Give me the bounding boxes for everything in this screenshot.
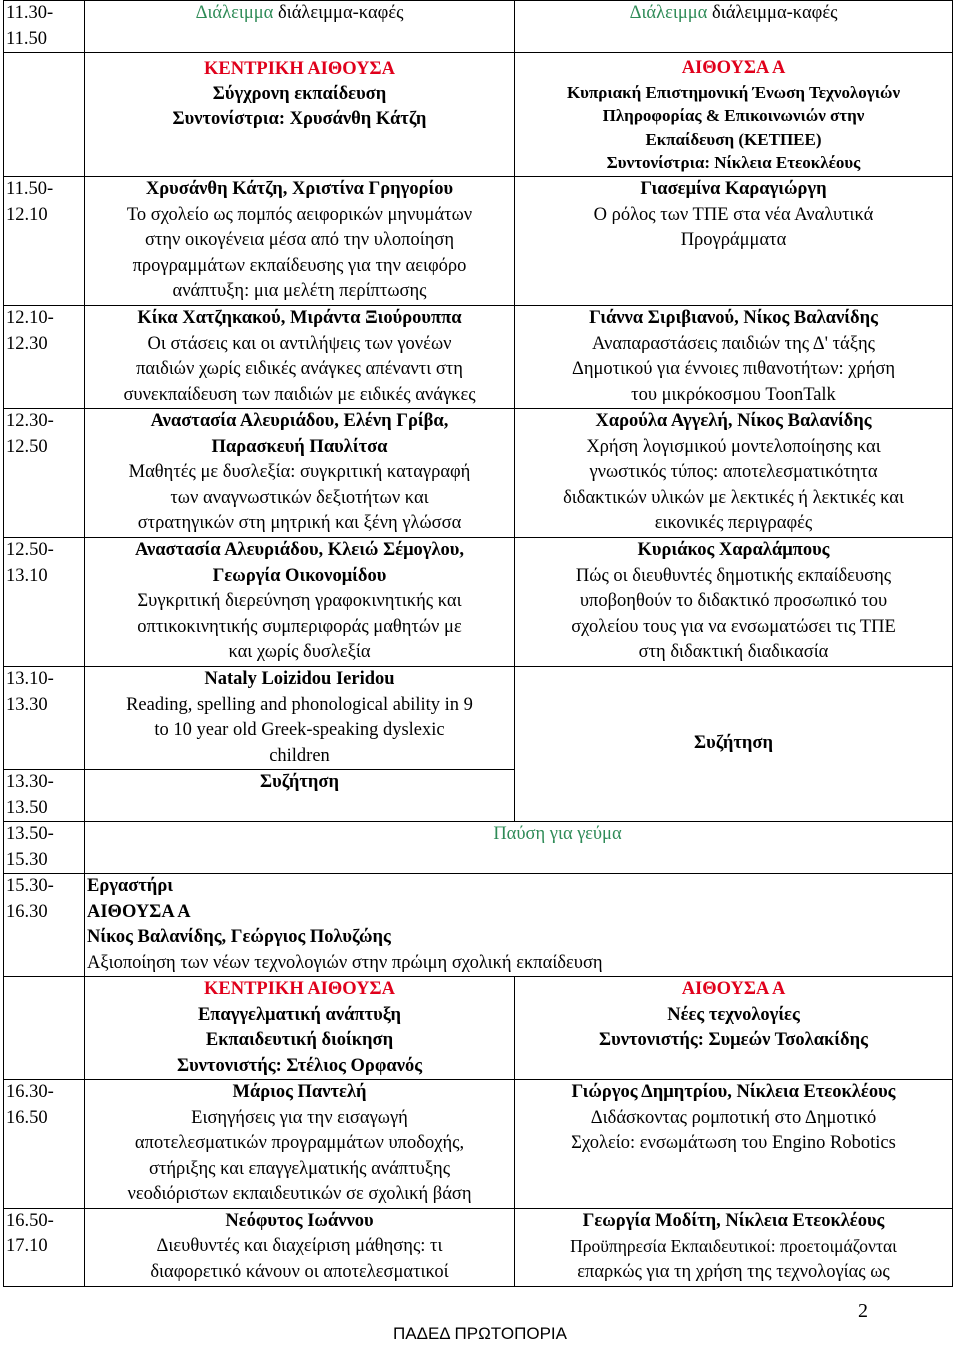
talk-cell: Χαρούλα Αγγελή, Νίκος Βαλανίδης Χρήση λογισμικού μοντελοποίησης και γνωστικός τύπος: αποτελεσματικότητα διδακτικών υλικών με λεκτικές ή λεκτικές και εικονικές περιγραφές <box>515 409 953 538</box>
talk-cell: Νεόφυτος Ιωάννου Διευθυντές και διαχείριση μάθησης: τι διαφορετικό κάνουν οι αποτελεσματικοί <box>85 1208 515 1286</box>
table-row <box>4 177 953 306</box>
session-header: ΑΙΘΟΥΣΑ Α Κυπριακή Επιστημονική Ένωση Τεχνολογιών Πληροφορίας & Επικοινωνιών στην Εκπαίδευση (ΚΕΤΠΕΕ) Συντονίστρια: Νίκλεια Ετεοκλέους <box>515 53 953 177</box>
authors: Μάριος Παντελή <box>232 1082 367 1102</box>
room-name: ΑΙΘΟΥΣΑ Α <box>87 901 191 922</box>
table-row <box>4 1 953 53</box>
time-cell: 11.30- 11.50 <box>4 1 85 53</box>
authors: Χρυσάνθη Κάτζη, Χριστίνα Γρηγορίου <box>145 179 454 199</box>
break-label: Διάλειμμα <box>629 3 708 23</box>
lunch-cell <box>85 822 953 874</box>
table-row <box>4 822 953 874</box>
workshop-title: Εργαστήρι <box>87 876 173 896</box>
time-cell: 16.50- 17.10 <box>4 1208 85 1286</box>
table-row <box>4 667 953 770</box>
room-name: ΑΙΘΟΥΣΑ Α <box>681 979 786 999</box>
time-cell: 12.10- 12.30 <box>4 306 85 409</box>
talk-cell: Γιώργος Δημητρίου, Νίκλεια Ετεοκλέους Διδάσκοντας ρομποτική στο Δημοτικό Σχολείο: ενσωμάτωση του Engino Robotics <box>515 1080 953 1209</box>
room-name: ΚΕΝΤΡΙΚΗ ΑΙΘΟΥΣΑ <box>204 59 395 79</box>
page-footer: ΠΑΔΕΔ ΠΡΩΤΟΠΟΡΙΑ <box>393 1324 567 1343</box>
table-row <box>4 874 953 977</box>
page-number: 2 <box>858 1300 868 1322</box>
session-header: ΚΕΝΤΡΙΚΗ ΑΙΘΟΥΣΑ Σύγχρονη εκπαίδευση Συντονίστρια: Χρυσάνθη Κάτζη <box>85 53 515 177</box>
table-row <box>4 53 953 177</box>
authors: Κυριάκος Χαραλάμπους <box>637 540 830 560</box>
time-cell: 13.50- 15.30 <box>4 822 85 874</box>
time-cell: 16.30- 16.50 <box>4 1080 85 1209</box>
authors: Αναστασία Αλευριάδου, Ελένη Γρίβα, <box>150 411 449 431</box>
time-cell: 13.10- 13.30 <box>4 667 85 770</box>
time-cell: 13.30- 13.50 <box>4 770 85 822</box>
discussion-cell: Συζήτηση <box>85 770 515 822</box>
talk-cell: Αναστασία Αλευριάδου, Ελένη Γρίβα, Παρασκευή Παυλίτσα Μαθητές με δυσλεξία: συγκριτική καταγραφή των αναγνωστικών δεξιοτήτων και στρατηγικών στη μητρική και ξένη γλώσσα <box>85 409 515 538</box>
authors: Νεόφυτος Ιωάννου <box>225 1210 374 1231</box>
talk-cell: Αναστασία Αλευριάδου, Κλειώ Σέμογλου, Γεωργία Οικονομίδου Συγκριτική διερεύνηση γραφοκινητικής και οπτικοκινητικής συμπεριφοράς μαθητών με και χωρίς δυσλεξία <box>85 538 515 667</box>
talk-cell: Γιάννα Σιριβιανού, Νίκος Βαλανίδης Αναπαραστάσεις παιδιών της Δ' τάξης Δημοτικού για έννοιες πιθανοτήτων: χρήση του μικρόκοσμου ToonTalk <box>515 306 953 409</box>
authors: Αναστασία Αλευριάδου, Κλειώ Σέμογλου, <box>134 540 465 560</box>
authors: Χαρούλα Αγγελή, Νίκος Βαλανίδης <box>595 411 872 431</box>
authors: Γιάννα Σιριβιανού, Νίκος Βαλανίδης <box>589 308 878 328</box>
talk-cell: Κίκα Χατζηκακού, Μιράντα Ξιούρουππα Οι στάσεις και οι αντιλήψεις των γονέων παιδιών χωρίς ειδικές ανάγκες απέναντι στη συνεκπαίδευση των παιδιών με ειδικές ανάγκες <box>85 306 515 409</box>
discussion-cell: Συζήτηση <box>515 667 953 822</box>
talk-cell: Γεωργία Μοδίτη, Νίκλεια Ετεοκλέους Προϋπηρεσία Εκπαιδευτικοί: προετοιμάζονται επαρκώς για τη χρήση της τεχνολογίας ως <box>515 1208 953 1286</box>
talk-cell: Γιασεμίνα Καραγιώργη Ο ρόλος των ΤΠΕ στα νέα Αναλυτικά Προγράμματα <box>515 177 953 306</box>
authors: Κίκα Χατζηκακού, Μιράντα Ξιούρουππα <box>137 308 462 328</box>
time-cell: 12.50- 13.10 <box>4 538 85 667</box>
room-name: ΚΕΝΤΡΙΚΗ ΑΙΘΟΥΣΑ <box>204 979 395 999</box>
table-row <box>4 409 953 538</box>
break-cell: Διάλειμμα διάλειμμα-καφές <box>515 1 953 53</box>
authors: Nataly Loizidou Ieridou <box>204 669 395 689</box>
table-row <box>4 538 953 667</box>
table-row <box>4 1208 953 1286</box>
workshop-cell: Εργαστήρι ΑΙΘΟΥΣΑ Α Νίκος Βαλανίδης, Γεώργιος Πολυζώης Αξιοποίηση των νέων τεχνολογιών στην πρώιμη σχολική εκπαίδευση <box>85 874 953 977</box>
time-cell: 11.50- 12.10 <box>4 177 85 306</box>
authors: Γιασεμίνα Καραγιώργη <box>640 179 827 199</box>
time-cell: 12.30- 12.50 <box>4 409 85 538</box>
authors: Γιώργος Δημητρίου, Νίκλεια Ετεοκλέους <box>571 1082 896 1102</box>
session-header: ΚΕΝΤΡΙΚΗ ΑΙΘΟΥΣΑ Επαγγελματική ανάπτυξη Εκπαιδευτική διοίκηση Συντονιστής: Στέλιος Ορφανός <box>85 977 515 1080</box>
authors: Νίκος Βαλανίδης, Γεώργιος Πολυζώης <box>87 927 391 947</box>
schedule-table <box>3 0 953 1287</box>
room-name: ΑΙΘΟΥΣΑ Α <box>681 58 786 78</box>
time-cell: 15.30- 16.30 <box>4 874 85 977</box>
authors: Γεωργία Μοδίτη, Νίκλεια Ετεοκλέους <box>582 1210 885 1231</box>
talk-cell: Χρυσάνθη Κάτζη, Χριστίνα Γρηγορίου Το σχολείο ως πομπός αειφορικών μηνυμάτων στην οικογένεια μέσα από την υλοποίηση προγραμμάτων εκπαίδευσης για την αειφόρο ανάπτυξη: μια μελέτη περίπτωσης <box>85 177 515 306</box>
talk-cell: Μάριος Παντελή Εισηγήσεις για την εισαγωγή αποτελεσματικών προγραμμάτων υποδοχής, στήριξης και επαγγελματικής ανάπτυξης νεοδιόριστων εκπαιδευτικών σε σχολική βάση <box>85 1080 515 1209</box>
talk-cell: Nataly Loizidou Ieridou Reading, spelling and phonological ability in 9 to 10 year old Greek-speaking dyslexic children <box>85 667 515 770</box>
talk-cell: Κυριάκος Χαραλάμπους Πώς οι διευθυντές δημοτικής εκπαίδευσης υποβοηθούν το διδακτικό προσωπικό του σχολείου τους για να ενσωματώσει τις ΤΠΕ στη διδακτική διαδικασία <box>515 538 953 667</box>
table-row <box>4 1080 953 1209</box>
break-cell: Διάλειμμα διάλειμμα-καφές <box>85 1 515 53</box>
session-header: ΑΙΘΟΥΣΑ Α Νέες τεχνολογίες Συντονιστής: Συμεών Τσολακίδης <box>515 977 953 1080</box>
lunch-label: Παύση για γεύμα <box>493 824 622 844</box>
break-label: Διάλειμμα <box>195 3 274 23</box>
table-row <box>4 977 953 1080</box>
table-row <box>4 306 953 409</box>
